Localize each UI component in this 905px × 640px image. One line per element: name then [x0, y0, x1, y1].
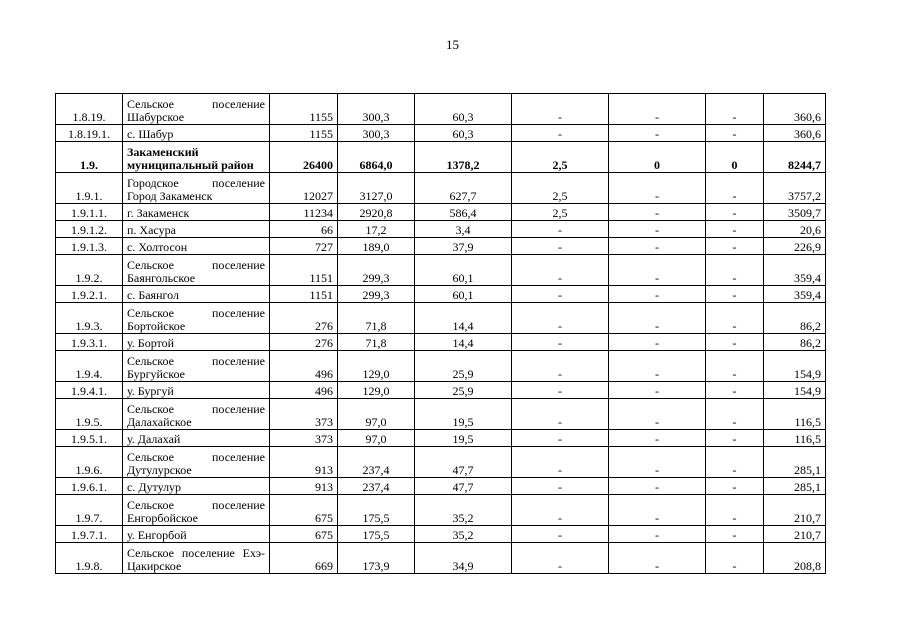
table-row: [56, 382, 826, 399]
row-value-5: -: [609, 430, 706, 447]
row-code: 1.9.1.1.: [56, 204, 123, 221]
row-name: у. Енгорбой: [123, 526, 270, 543]
table-row: [56, 255, 826, 286]
table-row: [56, 204, 826, 221]
table-row: [56, 173, 826, 204]
row-value-7: 285,1: [764, 478, 826, 495]
row-name: п. Хасура: [123, 221, 270, 238]
row-value-2: 300,3: [338, 125, 415, 142]
row-value-7: 210,7: [764, 495, 826, 526]
row-value-5: -: [609, 94, 706, 125]
row-value-7: 3757,2: [764, 173, 826, 204]
row-value-2: 299,3: [338, 255, 415, 286]
row-code: 1.9.5.1.: [56, 430, 123, 447]
row-value-4: -: [512, 543, 609, 574]
row-value-3: 35,2: [415, 526, 512, 543]
row-value-4: -: [512, 447, 609, 478]
table-row: [56, 303, 826, 334]
row-name: Сельское поселение Баянгольское: [123, 255, 270, 286]
row-value-6: -: [706, 94, 764, 125]
row-value-1: 1155: [270, 94, 338, 125]
row-value-5: -: [609, 447, 706, 478]
row-name: с. Шабур: [123, 125, 270, 142]
row-value-4: -: [512, 238, 609, 255]
row-code: 1.8.19.: [56, 94, 123, 125]
row-value-5: -: [609, 382, 706, 399]
row-name: Городское поселение Город Закаменск: [123, 173, 270, 204]
row-value-1: 276: [270, 334, 338, 351]
row-value-6: -: [706, 334, 764, 351]
row-name: с. Баянгол: [123, 286, 270, 303]
row-value-2: 300,3: [338, 94, 415, 125]
table-row: [56, 478, 826, 495]
row-value-6: 0: [706, 142, 764, 173]
row-value-6: -: [706, 204, 764, 221]
row-value-2: 6864,0: [338, 142, 415, 173]
row-value-4: -: [512, 94, 609, 125]
row-value-7: 208,8: [764, 543, 826, 574]
row-value-5: -: [609, 399, 706, 430]
row-value-2: 175,5: [338, 526, 415, 543]
row-value-3: 3,4: [415, 221, 512, 238]
row-value-5: -: [609, 478, 706, 495]
row-value-6: -: [706, 495, 764, 526]
row-value-3: 35,2: [415, 495, 512, 526]
row-value-2: 97,0: [338, 430, 415, 447]
row-value-4: -: [512, 399, 609, 430]
row-value-7: 285,1: [764, 447, 826, 478]
row-code: 1.8.19.1.: [56, 125, 123, 142]
table-row: [56, 221, 826, 238]
row-value-3: 34,9: [415, 543, 512, 574]
row-value-3: 60,3: [415, 125, 512, 142]
row-value-2: 189,0: [338, 238, 415, 255]
row-value-4: 2,5: [512, 173, 609, 204]
row-value-4: -: [512, 382, 609, 399]
row-value-4: -: [512, 334, 609, 351]
row-value-6: -: [706, 173, 764, 204]
row-value-3: 1378,2: [415, 142, 512, 173]
row-value-7: 3509,7: [764, 204, 826, 221]
row-name: у. Далахай: [123, 430, 270, 447]
row-value-6: -: [706, 543, 764, 574]
row-value-6: -: [706, 399, 764, 430]
row-value-5: -: [609, 351, 706, 382]
row-value-3: 60,3: [415, 94, 512, 125]
table-row: [56, 351, 826, 382]
row-value-3: 25,9: [415, 351, 512, 382]
row-name: Сельское поселение Дутулурское: [123, 447, 270, 478]
row-code: 1.9.6.: [56, 447, 123, 478]
row-value-7: 360,6: [764, 125, 826, 142]
row-value-6: -: [706, 526, 764, 543]
row-name: г. Закаменск: [123, 204, 270, 221]
row-code: 1.9.1.: [56, 173, 123, 204]
row-value-2: 173,9: [338, 543, 415, 574]
row-value-4: -: [512, 255, 609, 286]
row-value-5: -: [609, 238, 706, 255]
row-value-7: 8244,7: [764, 142, 826, 173]
row-value-1: 913: [270, 447, 338, 478]
row-value-7: 210,7: [764, 526, 826, 543]
row-value-2: 97,0: [338, 399, 415, 430]
row-code: 1.9.3.: [56, 303, 123, 334]
row-value-2: 71,8: [338, 334, 415, 351]
row-value-2: 175,5: [338, 495, 415, 526]
row-value-3: 47,7: [415, 447, 512, 478]
row-code: 1.9.3.1.: [56, 334, 123, 351]
table-row: [56, 543, 826, 574]
row-value-4: -: [512, 351, 609, 382]
row-value-1: 1155: [270, 125, 338, 142]
row-value-4: 2,5: [512, 204, 609, 221]
row-value-3: 47,7: [415, 478, 512, 495]
table-row: [56, 495, 826, 526]
table-row: [56, 142, 826, 173]
row-value-2: 237,4: [338, 447, 415, 478]
row-value-2: 17,2: [338, 221, 415, 238]
row-value-4: -: [512, 221, 609, 238]
row-value-5: -: [609, 173, 706, 204]
row-name: Сельское поселение Далахайское: [123, 399, 270, 430]
row-value-4: -: [512, 430, 609, 447]
row-name: Сельское поселение Бургуйское: [123, 351, 270, 382]
row-value-1: 496: [270, 382, 338, 399]
row-value-1: 913: [270, 478, 338, 495]
row-value-3: 60,1: [415, 286, 512, 303]
page-number: 15: [446, 37, 459, 52]
row-code: 1.9.7.: [56, 495, 123, 526]
table-row: [56, 447, 826, 478]
row-value-6: -: [706, 447, 764, 478]
row-value-1: 66: [270, 221, 338, 238]
row-value-4: -: [512, 495, 609, 526]
row-value-6: -: [706, 125, 764, 142]
row-value-7: 359,4: [764, 255, 826, 286]
row-code: 1.9.6.1.: [56, 478, 123, 495]
row-value-5: -: [609, 255, 706, 286]
table-row: [56, 238, 826, 255]
row-value-2: 129,0: [338, 382, 415, 399]
row-value-7: 226,9: [764, 238, 826, 255]
row-value-6: -: [706, 286, 764, 303]
row-value-2: 237,4: [338, 478, 415, 495]
row-code: 1.9.8.: [56, 543, 123, 574]
row-value-1: 373: [270, 430, 338, 447]
row-value-7: 360,6: [764, 94, 826, 125]
table-row: [56, 430, 826, 447]
row-value-2: 2920,8: [338, 204, 415, 221]
row-value-3: 586,4: [415, 204, 512, 221]
row-value-3: 14,4: [415, 303, 512, 334]
row-value-5: -: [609, 204, 706, 221]
row-value-7: 116,5: [764, 430, 826, 447]
row-value-5: -: [609, 334, 706, 351]
table-row: [56, 399, 826, 430]
row-name: с. Холтосон: [123, 238, 270, 255]
row-value-7: 154,9: [764, 351, 826, 382]
row-value-6: -: [706, 221, 764, 238]
row-value-7: 154,9: [764, 382, 826, 399]
row-value-1: 675: [270, 526, 338, 543]
row-value-4: -: [512, 526, 609, 543]
row-name: Сельское поселение Бортойское: [123, 303, 270, 334]
row-value-7: 359,4: [764, 286, 826, 303]
row-value-3: 627,7: [415, 173, 512, 204]
row-code: 1.9.2.: [56, 255, 123, 286]
row-value-1: 276: [270, 303, 338, 334]
row-value-4: 2,5: [512, 142, 609, 173]
row-value-3: 25,9: [415, 382, 512, 399]
row-value-7: 86,2: [764, 303, 826, 334]
row-value-1: 675: [270, 495, 338, 526]
row-value-4: -: [512, 125, 609, 142]
row-value-3: 14,4: [415, 334, 512, 351]
row-code: 1.9.1.2.: [56, 221, 123, 238]
row-value-7: 86,2: [764, 334, 826, 351]
row-value-6: -: [706, 238, 764, 255]
table-row: [56, 94, 826, 125]
row-value-5: -: [609, 526, 706, 543]
row-value-2: 71,8: [338, 303, 415, 334]
row-value-5: -: [609, 303, 706, 334]
row-value-3: 19,5: [415, 430, 512, 447]
row-value-4: -: [512, 303, 609, 334]
row-name: у. Бургуй: [123, 382, 270, 399]
row-code: 1.9.5.: [56, 399, 123, 430]
row-value-1: 12027: [270, 173, 338, 204]
row-value-6: -: [706, 478, 764, 495]
row-value-6: -: [706, 351, 764, 382]
row-value-5: -: [609, 286, 706, 303]
row-value-3: 37,9: [415, 238, 512, 255]
row-value-2: 299,3: [338, 286, 415, 303]
row-value-6: -: [706, 430, 764, 447]
row-value-4: -: [512, 286, 609, 303]
table-row: [56, 526, 826, 543]
row-value-3: 19,5: [415, 399, 512, 430]
row-value-6: -: [706, 382, 764, 399]
row-value-1: 1151: [270, 286, 338, 303]
row-code: 1.9.7.1.: [56, 526, 123, 543]
row-value-1: 1151: [270, 255, 338, 286]
row-code: 1.9.2.1.: [56, 286, 123, 303]
row-value-1: 26400: [270, 142, 338, 173]
row-name: Сельское поселение Ехэ-Цакирское: [123, 543, 270, 574]
row-value-1: 11234: [270, 204, 338, 221]
row-value-5: 0: [609, 142, 706, 173]
row-name: Сельское поселение Шабурское: [123, 94, 270, 125]
row-value-5: -: [609, 125, 706, 142]
row-value-5: -: [609, 495, 706, 526]
row-value-1: 669: [270, 543, 338, 574]
row-code: 1.9.1.3.: [56, 238, 123, 255]
row-value-3: 60,1: [415, 255, 512, 286]
row-code: 1.9.: [56, 142, 123, 173]
row-value-7: 116,5: [764, 399, 826, 430]
row-name: у. Бортой: [123, 334, 270, 351]
table-row: [56, 334, 826, 351]
row-name: с. Дутулур: [123, 478, 270, 495]
table-row: [56, 125, 826, 142]
row-value-2: 3127,0: [338, 173, 415, 204]
row-value-6: -: [706, 255, 764, 286]
row-value-7: 20,6: [764, 221, 826, 238]
row-value-1: 373: [270, 399, 338, 430]
table-row: [56, 286, 826, 303]
row-value-2: 129,0: [338, 351, 415, 382]
row-value-5: -: [609, 543, 706, 574]
row-name: Закаменский муниципальный район: [123, 142, 270, 173]
row-value-5: -: [609, 221, 706, 238]
row-value-4: -: [512, 478, 609, 495]
row-value-6: -: [706, 303, 764, 334]
row-value-1: 496: [270, 351, 338, 382]
row-code: 1.9.4.: [56, 351, 123, 382]
data-table: [55, 93, 826, 574]
row-code: 1.9.4.1.: [56, 382, 123, 399]
row-value-1: 727: [270, 238, 338, 255]
row-name: Сельское поселение Енгорбойское: [123, 495, 270, 526]
